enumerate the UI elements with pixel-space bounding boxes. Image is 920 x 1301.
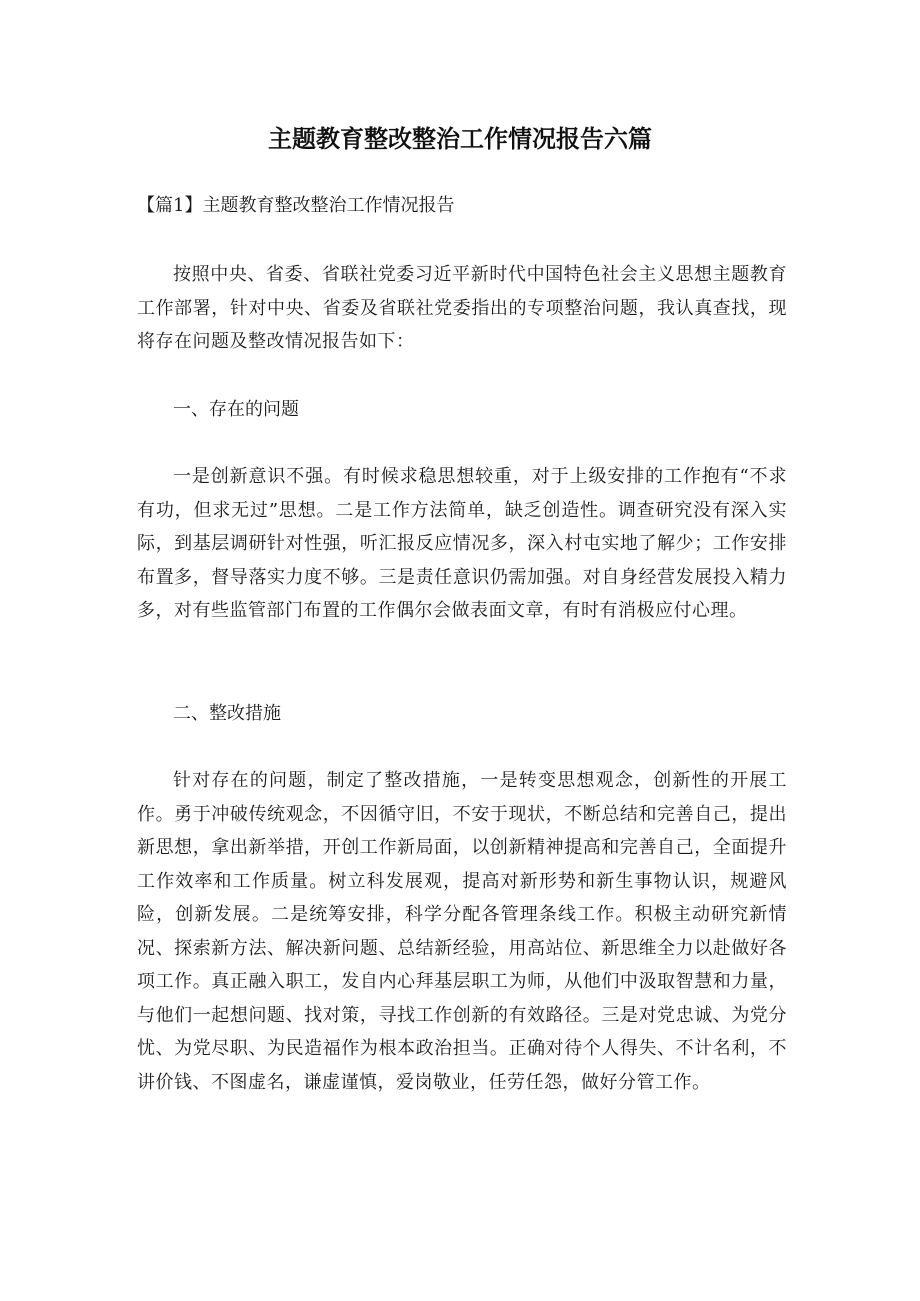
intro-paragraph: 按照中央、省委、省联社党委习近平新时代中国特色社会主义思想主题教育工作部署，针对中央、省委及省联社党委指出的专项整治问题，我认真查找，现将存在问题及整改情况报告如下： — [137, 264, 787, 352]
problems-paragraph: 一是创新意识不强。有时候求稳思想较重，对于上级安排的工作抱有“不求有功，但求无过”思想。二是工作方法简单，缺乏创造性。调查研究没有深入实际，到基层调研针对性强，听汇报反应情况多，深入村屯实地了解少；工作安排布置多，督导落实力度不够。三是责任意识仍需加强。对自身经营发展投入精力多，对有些监管部门布置的工作偶尔会做表面文章，有时有消极应付心理。 — [137, 466, 787, 621]
heading-measures: 二、整改措施 — [173, 703, 281, 724]
document-title: 主题教育整改整治工作情况报告六篇 — [268, 125, 652, 153]
measures-paragraph: 针对存在的问题，制定了整改措施，一是转变思想观念，创新性的开展工作。勇于冲破传统观念，不因循守旧，不安于现状，不断总结和完善自己，提出新思想，拿出新举措，开创工作新局面，以创新精神提高和完善自己，全面提升工作效率和工作质量。树立科发展观，提高对新形势和新生事物认识，规避风险，创新发展。二是统筹安排，科学分配各管理条线工作。积极主动研究新情况、探索新方法、解决新问题、总结新经验，用高站位、新思维全力以赴做好各项工作。真正融入职工，发自内心拜基层职工为师，从他们中汲取智慧和力量，与他们一起想问题、找对策，寻找工作创新的有效路径。三是对党忠诚、为党分忧、为党尽职、为民造福作为根本政治担当。正确对待个人得失、不计名利，不讲价钱、不图虚名，谦虚谨慎，爱岗敬业，任劳任怨，做好分管工作。 — [137, 770, 787, 1093]
section-heading: 【篇1】主题教育整改整治工作情况报告 — [137, 195, 455, 216]
heading-problems: 一、存在的问题 — [173, 399, 299, 420]
